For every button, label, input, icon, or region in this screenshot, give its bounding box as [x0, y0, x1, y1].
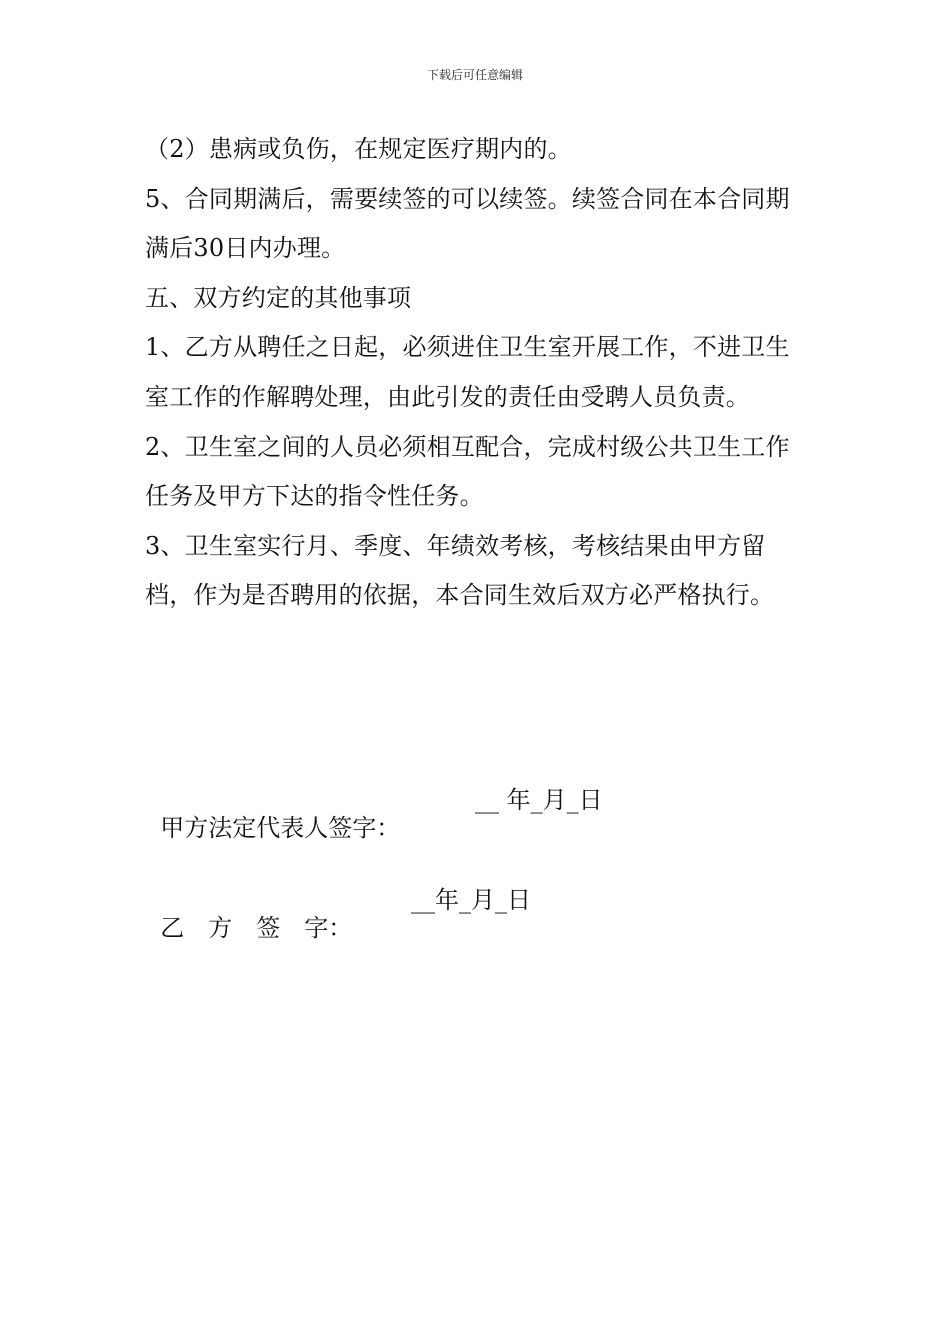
- paragraph-item-3: 3、卫生室实行月、季度、年绩效考核，考核结果由甲方留档，作为是否聘用的依据，本合同生效后双方必严格执行。: [145, 531, 775, 610]
- paragraph-item-2: 2、卫生室之间的人员必须相互配合，完成村级公共卫生工作任务及甲方下达的指令性任务。: [145, 432, 790, 511]
- page-header: 下载后可任意编辑: [426, 68, 523, 82]
- party-b-date-field: __年_月_日: [411, 886, 531, 914]
- party-b-signature-line: [145, 880, 531, 971]
- paragraph-renewal: 5、合同期满后，需要续签的可以续签。续签合同在本合同期满后30日内办理。: [145, 184, 790, 263]
- party-a-date-field: __ 年_月_日: [475, 786, 603, 814]
- party-a-signature-label: 甲方法定代表人签字：: [160, 814, 401, 842]
- section-heading-other-matters: 五、双方约定的其他事项: [145, 283, 412, 312]
- paragraph-item-1: 1、乙方从聘任之日起，必须进住卫生室开展工作，不进卫生室工作的作解聘处理，由此引发的责任由受聘人员负责。: [145, 333, 790, 411]
- party-b-signature-label: 乙 方 签 字：: [160, 914, 353, 942]
- paragraph-illness: （2）患病或负伤，在规定医疗期内的。: [145, 135, 572, 163]
- contract-body: [145, 125, 810, 621]
- party-a-signature-line: [145, 780, 603, 871]
